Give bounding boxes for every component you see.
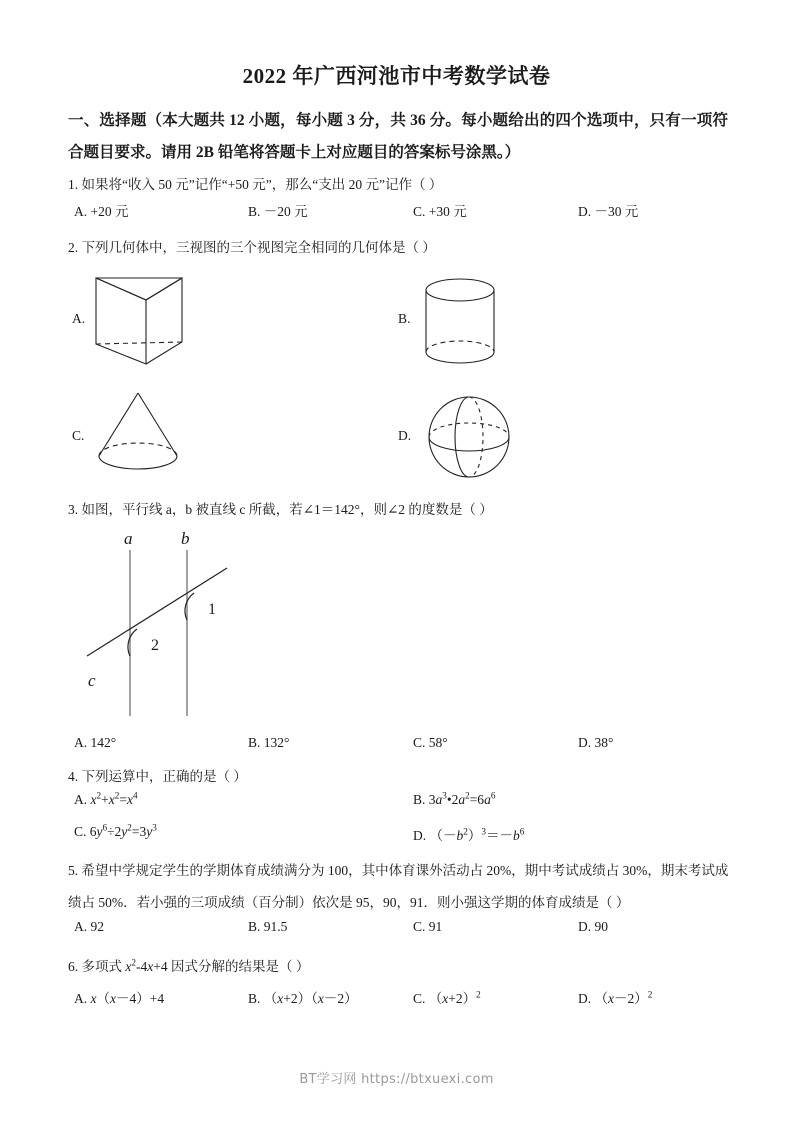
question-1-options — [68, 200, 730, 222]
question-3-stem: 3. 如图，平行线 a，b 被直线 c 所截，若∠1＝142°，则∠2 的度数是（ ） — [68, 502, 493, 517]
q2-label-d: D. — [398, 428, 412, 443]
question-5-stem: 5. 希望中学规定学生的学期体育成绩满分为 100，其中体育课外活动占 20%，期中考试成绩占 30%，期末考试成绩占 50%．若小强的三项成绩（百分制）依次是 95，90，91．则小强这学期的体育成绩是（ ） — [68, 863, 729, 910]
q4-option-c[interactable]: C. $6y^6\div 2y^2=3y^3$ — [74, 822, 157, 839]
sphere-figure — [424, 392, 514, 482]
q6-option-a[interactable]: A. x（x－4）+4 — [74, 991, 165, 1006]
page-title: 2022 年广西河池市中考数学试卷 — [242, 64, 551, 88]
q4-option-b[interactable]: B. $3a^3•2a^2=6a^6$ — [413, 790, 496, 807]
question-4-options-row1 — [68, 792, 730, 814]
question-5-options — [68, 919, 730, 941]
question-6-stem: 6. 多项式 $x^2-4x+4$ 因式分解的结果是（ ） — [68, 957, 310, 974]
q6-option-c[interactable]: C. $(x+2)^2$ — [413, 989, 481, 1006]
q6-option-d[interactable]: D. $(x-2)^2$ — [578, 989, 653, 1006]
q1-option-d[interactable]: D. －30 元 — [578, 204, 639, 219]
q1-option-a[interactable]: A. +20 元 — [74, 204, 129, 219]
q2-label-b: B. — [398, 311, 411, 326]
parallel-lines-diagram — [75, 528, 255, 718]
q2-label-c: C. — [72, 428, 85, 443]
q3-option-d[interactable]: D. 38° — [578, 735, 614, 750]
line-c-label: c — [88, 671, 96, 690]
cylinder-figure — [418, 276, 502, 368]
site-watermark: BT学习网 https://btxuexi.com — [299, 1072, 494, 1087]
question-4-options-row2 — [68, 824, 730, 846]
question-6-options — [68, 987, 730, 1009]
q5-option-a[interactable]: A. 92 — [74, 919, 104, 934]
q3-option-a[interactable]: A. 142° — [74, 735, 117, 750]
q3-option-c[interactable]: C. 58° — [413, 735, 448, 750]
q1-option-c[interactable]: C. +30 元 — [413, 204, 467, 219]
section-heading: 一、选择题（本大题共 12 小题，每小题 3 分，共 36 分。每小题给出的四个选项中，只有一项符合题目要求。请用 2B 铅笔将答题卡上对应题目的答案标号涂黑。） — [68, 112, 728, 161]
q4-option-d[interactable]: D. $(-b^2)^3=-b^6$ — [413, 826, 525, 843]
q3-option-b[interactable]: B. 132° — [248, 735, 290, 750]
question-3-options — [68, 735, 730, 757]
q5-option-b[interactable]: B. 91.5 — [248, 919, 288, 934]
question-4-stem: 4. 下列运算中，正确的是（ ） — [68, 769, 247, 784]
q4-option-a[interactable]: A. $x^2+x^2=x^4$ — [74, 790, 138, 807]
angle-1-label: 1 — [208, 601, 216, 618]
q5-option-c[interactable]: C. 91 — [413, 919, 443, 934]
angle-2-label: 2 — [151, 637, 159, 654]
triangular-prism-figure — [88, 272, 198, 370]
line-a-label: a — [124, 529, 133, 548]
q6-option-b[interactable]: B. （x+2）（x－2） — [248, 991, 358, 1006]
question-1-stem: 1. 如果将“收入 50 元”记作“+50 元”，那么“支出 20 元”记作（ ） — [68, 177, 443, 192]
q2-label-a: A. — [72, 311, 86, 326]
q5-option-d[interactable]: D. 90 — [578, 919, 608, 934]
line-b-label: b — [181, 529, 190, 548]
q1-option-b[interactable]: B. －20 元 — [248, 204, 308, 219]
cone-figure — [90, 388, 186, 476]
question-2-stem: 2. 下列几何体中，三视图的三个视图完全相同的几何体是（ ） — [68, 240, 436, 255]
